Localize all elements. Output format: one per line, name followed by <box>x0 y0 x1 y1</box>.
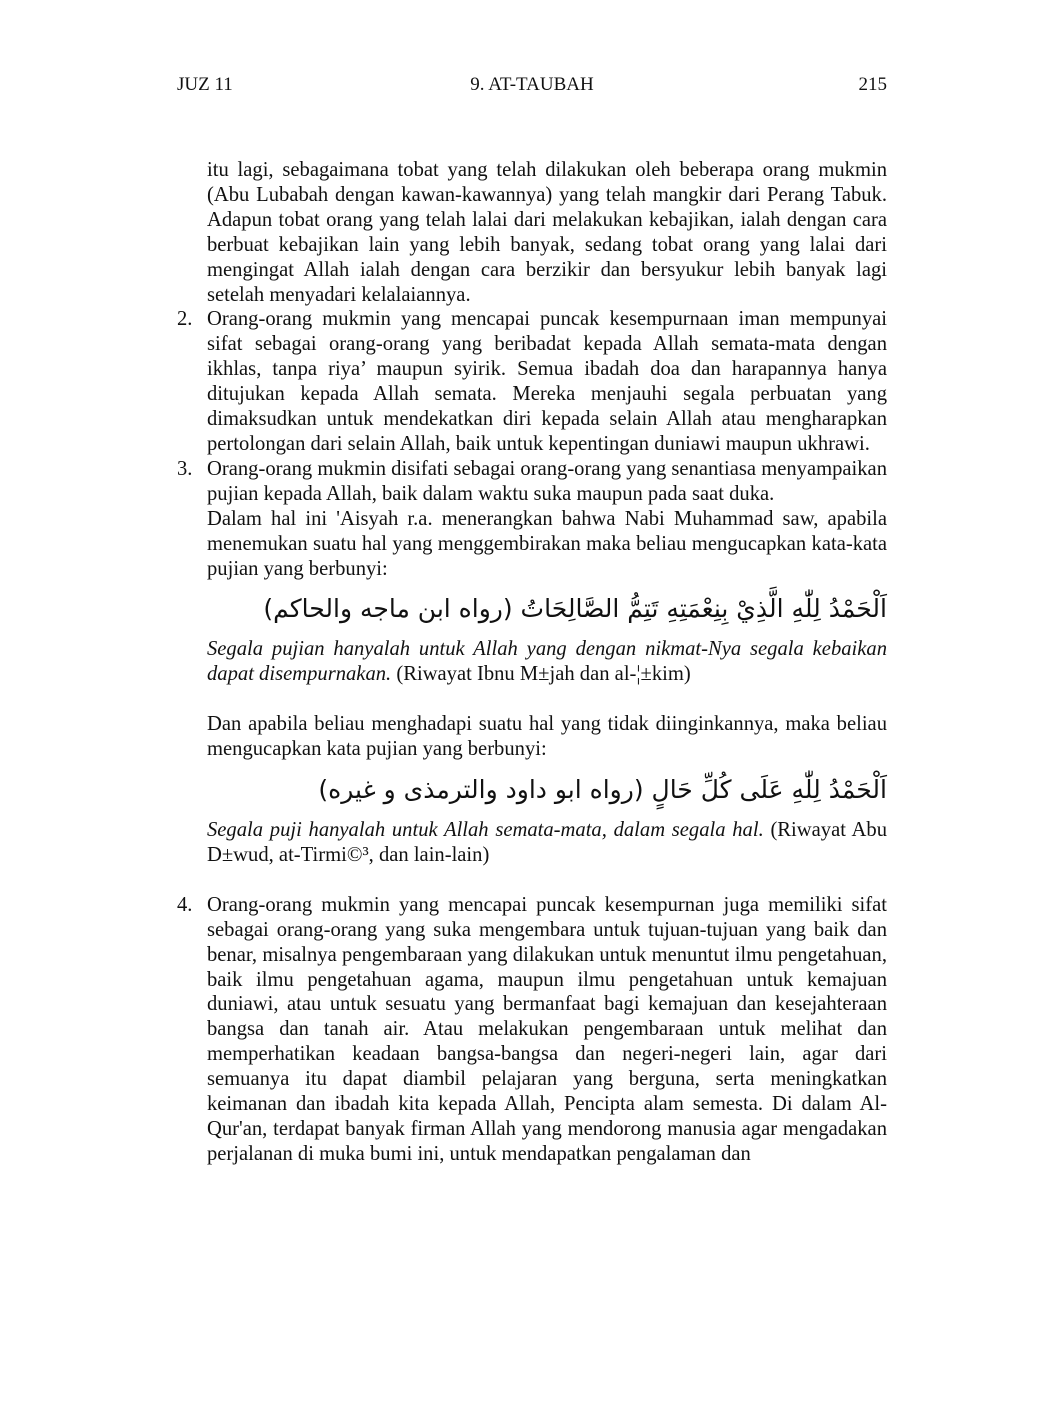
spacer <box>172 868 887 893</box>
list-item-3 <box>172 457 887 582</box>
translation-2-source: (Riwayat Abu D±wud, at-Tirmi©³, dan lain-lain) <box>207 819 887 866</box>
arabic-hadith-2: اَلْحَمْدُ لِلّٰهِ عَلَى كُلِّ حَالٍ (رواه ابو داود والترمذى و غيره) <box>318 775 887 805</box>
item-number: 2. <box>177 308 193 331</box>
translation-1 <box>172 637 887 687</box>
translation-1-italic: Segala pujian hanyalah untuk Allah yang dengan nikmat-Nya segala kebaikan dapat disempurnakan. <box>207 638 887 686</box>
item-text: Orang-orang mukmin disifati sebagai orang-orang yang senantiasa menyampaikan pujian kepada Allah, baik dalam waktu suka maupun pada saat duka. <box>207 457 887 505</box>
translation-1-source: (Riwayat Ibnu M±jah dan al-¦±kim) <box>396 663 691 686</box>
item-text-hadith-intro: Dalam hal ini 'Aisyah r.a. menerangkan bahwa Nabi Muhammad saw, apabila menemukan suatu hal yang menggembirakan maka beliau mengucapkan kata-kata pujian yang berbunyi: <box>207 507 887 580</box>
spacer <box>172 687 887 712</box>
juz-label: JUZ 11 <box>177 74 233 95</box>
list-item-4 <box>172 893 887 1167</box>
item-text: Orang-orang mukmin yang mencapai puncak kesempurnan juga memiliki sifat sebagai orang-orang yang suka mengembara untuk tujuan-tujuan yang baik dan benar, misalnya pengembaraan yang dilakukan untuk menuntut ilmu pengetahuan, baik ilmu pengetahuan agama, maupun ilmu pengetahuan untuk kemajuan duniawi, atau untuk sesuatu yang bermanfaat bagi kemajuan dan kesejahteraan bangsa dan tanah air. Atau melakukan pengembaraan untuk melihat dan memperhatikan keadaan bangsa-bangsa dan negeri-negeri lain, agar dari semuanya itu dapat diambil pelajaran yang berguna, serta meningkatkan keimanan dan ibadah kita kepada Allah, Pencipta alam semesta. Di dalam Al-Qur'an, terdapat banyak firman Allah yang mendorong manusia agar mengadakan perjalanan di muka bumi ini, untuk mendapatkan pengalaman dan <box>207 893 887 1165</box>
hadith-intro-2: Dan apabila beliau menghadapi suatu hal yang tidak diinginkannya, maka beliau mengucapkan kata pujian yang berbunyi: <box>207 713 887 761</box>
item-number: 3. <box>177 457 193 480</box>
page-number: 215 <box>858 74 887 95</box>
surah-title: 9. AT-TAUBAH <box>470 74 594 95</box>
translation-2-italic: Segala puji hanyalah untuk Allah semata-mata, dalam segala hal. <box>207 819 764 842</box>
item-text: Orang-orang mukmin yang mencapai puncak kesempurnaan iman mempunyai sifat sebagai orang-orang yang beribadat kepada Allah semata-mata dengan ikhlas, tanpa riya’ maupun syirik. Semua ibadah doa dan harapannya hanya ditujukan kepada Allah semata. Mereka menjauhi segala perbuatan yang dimaksudkan untuk mendekatkan diri kepada selain Allah atau mengharapkan pertolongan dari selain Allah, baik untuk kepentingan duniawi maupun ukhrawi. <box>207 308 887 455</box>
translation-2 <box>172 818 887 868</box>
page-header <box>177 74 887 104</box>
item-number: 4. <box>177 893 193 916</box>
page-body <box>172 158 887 1167</box>
arabic-hadith-1: اَلْحَمْدُ لِلّٰهِ الَّذِيْ بِنِعْمَتِهِ تَتِمُّ الصَّالِحَاتُ (رواه ابن ماجه والحاكم) <box>263 594 887 624</box>
intro-paragraph: itu lagi, sebagaimana tobat yang telah dilakukan oleh beberapa orang mukmin (Abu Lubabah dengan kawan-kawannya) yang telah mangkir dari Perang Tabuk. Adapun tobat orang yang telah lalai dari melakukan kebajikan, ialah dengan cara berbuat kebajikan lain yang lebih banyak, sedang tobat orang yang lalai dari mengingat Allah ialah dengan cara berzikir dan bersyukur lebih banyak lagi setelah menyadari kelalaiannya. <box>207 159 887 306</box>
list-item-2 <box>172 307 887 456</box>
